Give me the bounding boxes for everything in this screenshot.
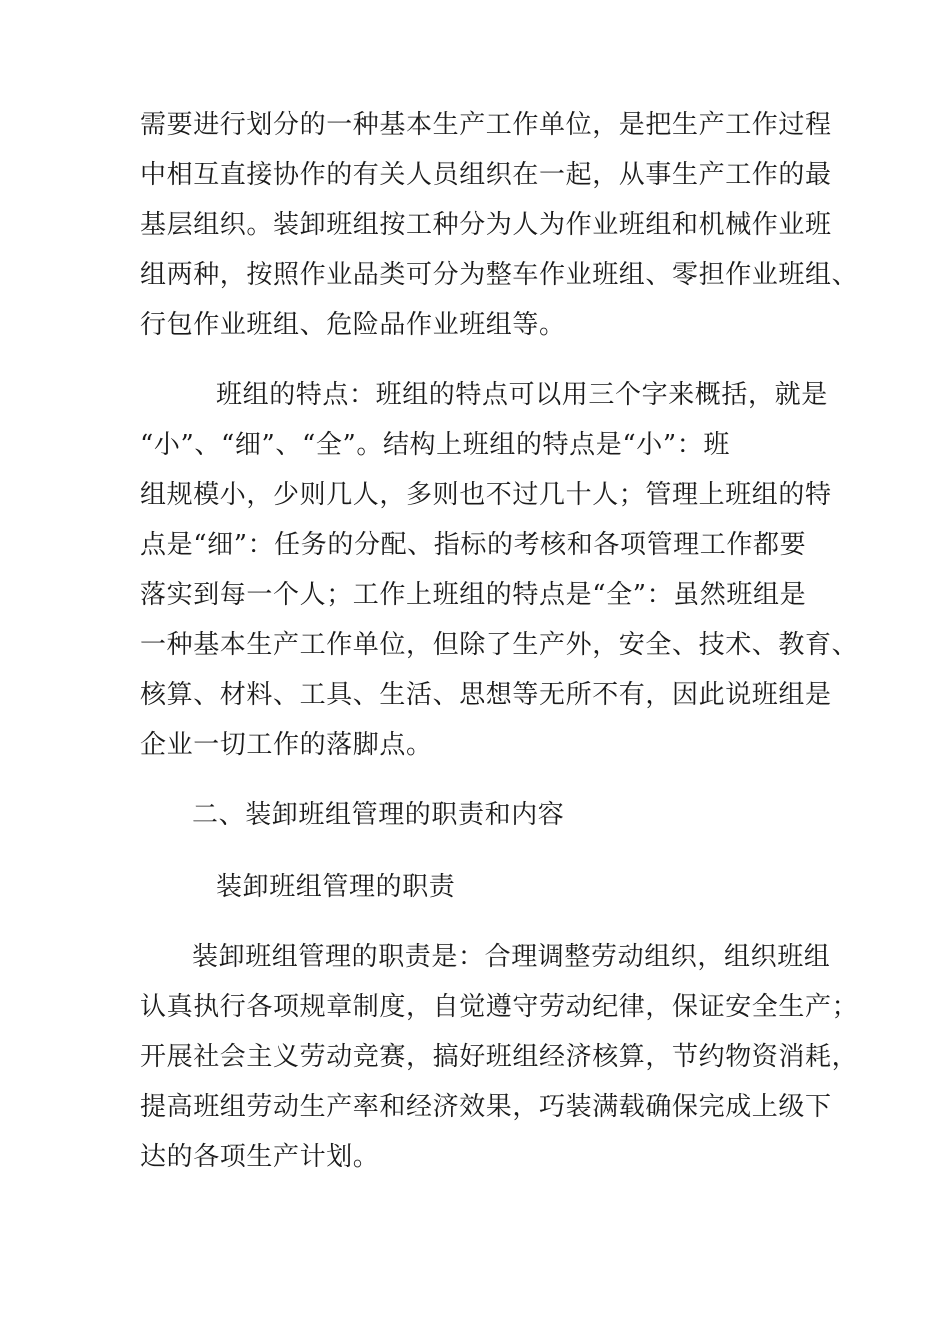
sub-heading: 装卸班组管理的职责 [216, 872, 456, 902]
paragraph-1-line-2: 中相互直接协作的有关人员组织在一起，从事生产工作的最 [140, 160, 832, 190]
paragraph-3-line-1: 装卸班组管理的职责是：合理调整劳动组织，组织班组 [192, 942, 831, 972]
paragraph-1-line-4: 组两种，按照作业品类可分为整车作业班组、零担作业班组、 [140, 260, 859, 290]
paragraph-2-line-4: 点是“细”：任务的分配、指标的考核和各项管理工作都要 [140, 530, 807, 560]
paragraph-2-line-7: 核算、材料、工具、生活、思想等无所不有，因此说班组是 [140, 680, 832, 710]
paragraph-1-line-5: 行包作业班组、危险品作业班组等。 [140, 310, 566, 340]
paragraph-1-line-1: 需要进行划分的一种基本生产工作单位，是把生产工作过程 [140, 110, 832, 140]
paragraph-2-line-8: 企业一切工作的落脚点。 [140, 730, 433, 760]
paragraph-3-line-4: 提高班组劳动生产率和经济效果，巧装满载确保完成上级下 [140, 1092, 832, 1122]
paragraph-3-line-2: 认真执行各项规章制度，自觉遵守劳动纪律，保证安全生产； [140, 992, 859, 1022]
paragraph-1-line-3: 基层组织。装卸班组按工种分为人为作业班组和机械作业班 [140, 210, 832, 240]
paragraph-2-line-6: 一种基本生产工作单位，但除了生产外，安全、技术、教育、 [140, 630, 859, 660]
paragraph-2-line-2: “小”、“细”、“全”。结构上班组的特点是“小”：班 [140, 430, 730, 460]
paragraph-2-line-3: 组规模小，少则几人，多则也不过几十人；管理上班组的特 [140, 480, 832, 510]
paragraph-2-line-5: 落实到每一个人；工作上班组的特点是“全”：虽然班组是 [140, 580, 807, 610]
paragraph-3-line-5: 达的各项生产计划。 [140, 1142, 380, 1172]
paragraph-3-line-3: 开展社会主义劳动竞赛，搞好班组经济核算，节约物资消耗， [140, 1042, 859, 1072]
section-heading: 二、装卸班组管理的职责和内容 [192, 800, 565, 830]
paragraph-2-line-1: 班组的特点：班组的特点可以用三个字来概括，就是 [216, 380, 828, 410]
